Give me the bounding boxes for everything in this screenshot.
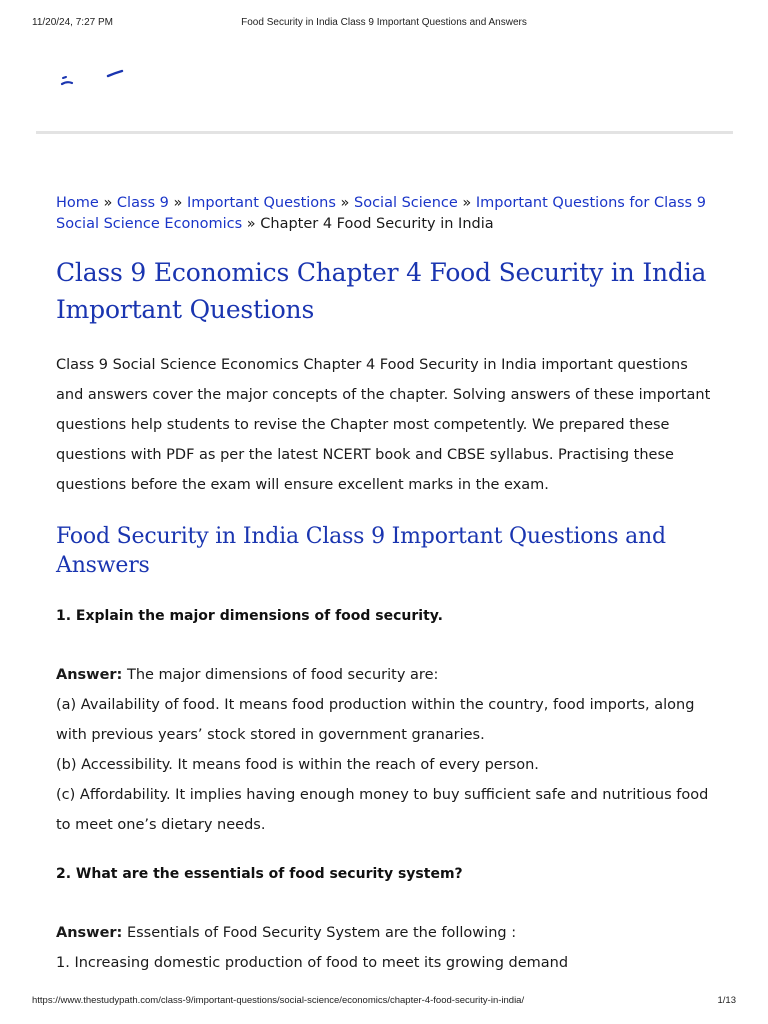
breadcrumb bbox=[56, 193, 716, 235]
question-text: 1. Explain the major dimensions of food security. bbox=[56, 608, 443, 624]
answer-label: Answer: bbox=[56, 925, 123, 941]
print-url: https://www.thestudypath.com/class-9/important-questions/social-science/economics/chapter-4-food-security-in-india/ bbox=[32, 995, 525, 1006]
breadcrumb-separator: » bbox=[462, 195, 472, 211]
breadcrumb-social-science-link[interactable]: Social Science bbox=[354, 195, 458, 211]
site-logo-icon[interactable] bbox=[58, 64, 128, 86]
answer-line: 1. Increasing domestic production of food to meet its growing demand bbox=[56, 955, 569, 971]
breadcrumb-important-questions-link[interactable]: Important Questions bbox=[187, 195, 336, 211]
answer-lead: The major dimensions of food security are: bbox=[126, 667, 439, 683]
answer-line: (c) Affordability. It implies having enough money to buy sufficient safe and nutritious food to meet one’s dietary needs. bbox=[56, 787, 709, 833]
answer-label: Answer: bbox=[56, 667, 123, 683]
answer-lead-line bbox=[56, 918, 716, 948]
page-title: Class 9 Economics Chapter 4 Food Security in India Important Questions bbox=[56, 258, 707, 324]
print-doc-title: Food Security in India Class 9 Important Questions and Answers bbox=[241, 17, 527, 28]
answer-block bbox=[56, 660, 716, 840]
intro-paragraph: Class 9 Social Science Economics Chapter 4 Food Security in India important questions and answers cover the major concepts of the chapter. Solving answers of these important questions help students to revise the Chapter most competently. We prepared these questions with PDF as per the latest NCERT book and CBSE syllabus. Practising these questions before the exam will ensure excellent marks in the exam. bbox=[56, 357, 711, 493]
breadcrumb-economics-link[interactable]: Important Questions for Class 9 Social Science Economics bbox=[56, 195, 706, 232]
breadcrumb-class9-link[interactable]: Class 9 bbox=[116, 195, 169, 211]
breadcrumb-separator: » bbox=[173, 195, 183, 211]
question-block-2 bbox=[56, 864, 716, 978]
answer-block bbox=[56, 918, 716, 978]
question-block-1 bbox=[56, 606, 716, 840]
answer-line: (b) Accessibility. It means food is within the reach of every person. bbox=[56, 757, 539, 773]
breadcrumb-current: Chapter 4 Food Security in India bbox=[260, 216, 494, 232]
print-page-number: 1/13 bbox=[717, 995, 736, 1006]
answer-line: (a) Availability of food. It means food production within the country, food imports, along with previous years’ stock stored in government granaries. bbox=[56, 697, 695, 743]
answer-lead: Essentials of Food Security System are the following : bbox=[126, 925, 517, 941]
breadcrumb-separator: » bbox=[103, 195, 113, 211]
print-footer bbox=[0, 995, 768, 1009]
section-title: Food Security in India Class 9 Important Questions and Answers bbox=[56, 524, 666, 578]
breadcrumb-home-link[interactable]: Home bbox=[56, 195, 99, 211]
answer-lead-line bbox=[56, 660, 716, 690]
main-content bbox=[56, 193, 716, 978]
header-divider bbox=[36, 131, 733, 134]
breadcrumb-separator: » bbox=[246, 216, 256, 232]
breadcrumb-separator: » bbox=[340, 195, 350, 211]
print-datetime: 11/20/24, 7:27 PM bbox=[32, 17, 113, 28]
print-header bbox=[0, 17, 768, 31]
question-text: 2. What are the essentials of food security system? bbox=[56, 866, 463, 882]
